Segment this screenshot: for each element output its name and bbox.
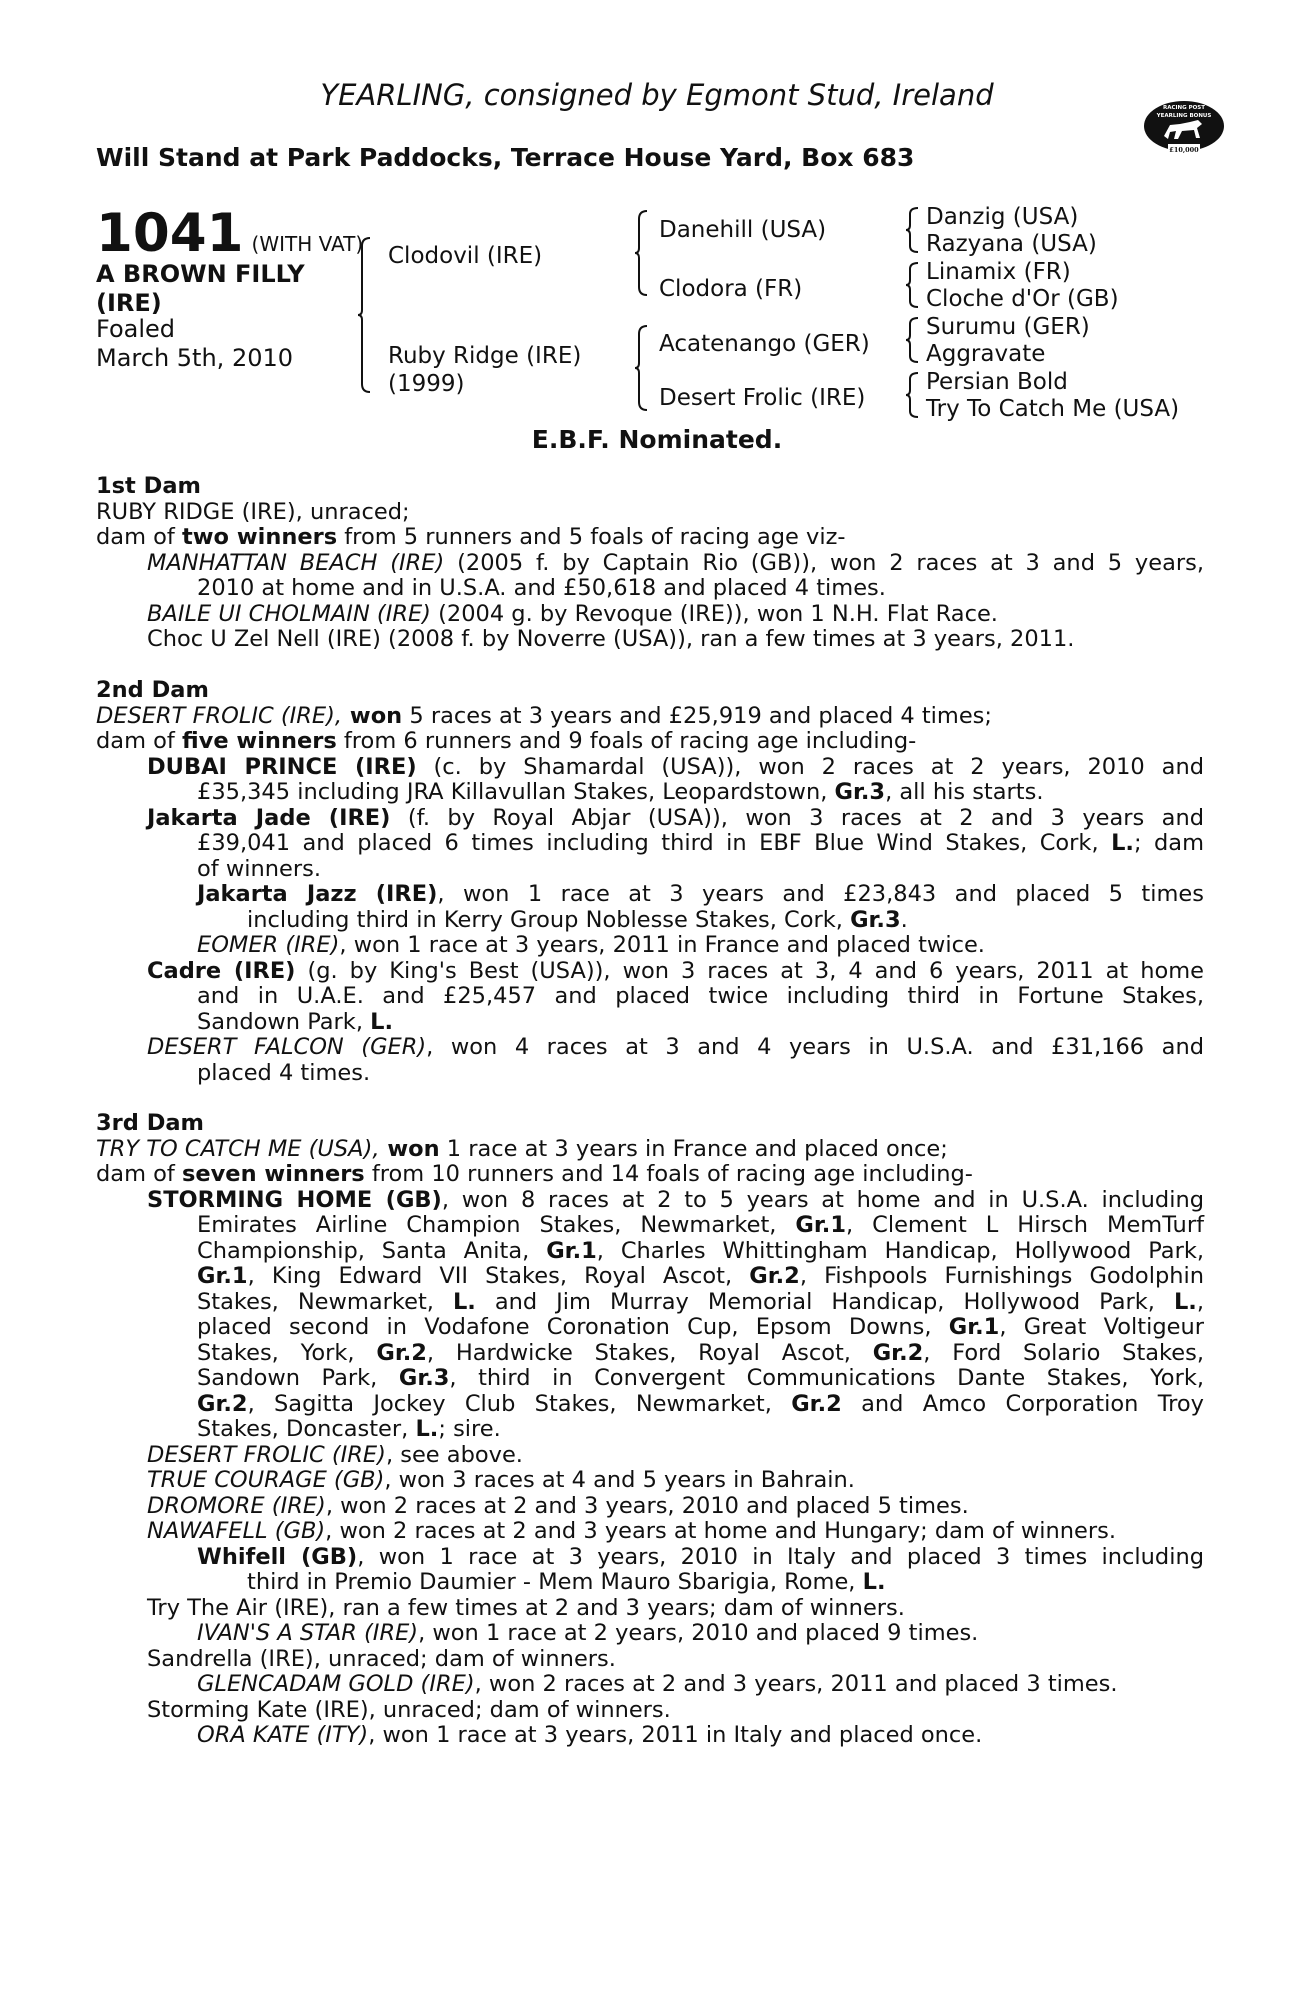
sire-parents-brace xyxy=(635,209,649,297)
yearling-bonus-badge xyxy=(1142,98,1226,156)
progeny-entry-cont: Gr.1, King Edward VII Stakes, Royal Ascot, Gr.2, Fishpools Furnishings Godolphin xyxy=(197,1263,1204,1289)
progeny-entry: DUBAI PRINCE (IRE) (c. by Shamardal (USA)), won 2 races at 2 years, 2010 and xyxy=(147,753,1204,780)
section-heading: 2nd Dam xyxy=(96,677,209,703)
progeny-entry-cont: Stakes, York, Gr.2, Hardwicke Stakes, Royal Ascot, Gr.2, Ford Solario Stakes, xyxy=(197,1339,1205,1366)
ancestor-g8: Try To Catch Me (USA) xyxy=(926,396,1180,422)
progeny-entry: Sandrella (IRE), unraced; dam of winners. xyxy=(147,1645,616,1672)
description-line-2: (IRE) xyxy=(96,289,162,317)
ebf-note: E.B.F. Nominated. xyxy=(531,425,783,454)
badge-bottom-text: £10,000 xyxy=(1169,146,1199,154)
progeny-entry: Jakarta Jade (IRE) (f. by Royal Abjar (USA)), won 3 races at 2 and 3 years and xyxy=(147,804,1204,831)
progeny-entry-cont: placed second in Vodafone Coronation Cup, Epsom Downs, Gr.1, Great Voltigeur xyxy=(197,1314,1204,1340)
progeny-entry-cont: Sandown Park, L. xyxy=(197,1008,394,1035)
progeny-entry-cont: Sandown Park, Gr.3, third in Convergent Communications Dante Stakes, York, xyxy=(197,1365,1204,1391)
sire-dam: Clodora (FR) xyxy=(659,276,803,302)
lot-number: 1041 xyxy=(96,203,244,264)
dam-parents-brace xyxy=(635,324,649,412)
consignment-title: YEARLING, consigned by Egmont Stud, Ireland xyxy=(320,78,994,112)
sire-name: Clodovil (IRE) xyxy=(388,243,543,269)
third-dam-section xyxy=(96,1111,1204,1749)
progeny-entry: Storming Kate (IRE), unraced; dam of winners. xyxy=(147,1696,671,1723)
progeny-entry-cont: Championship, Santa Anita, Gr.1, Charles Whittingham Handicap, Hollywood Park, xyxy=(197,1237,1205,1264)
dam-record: dam of five winners from 6 runners and 9 foals of racing age including- xyxy=(96,728,917,754)
progeny-entry: STORMING HOME (GB), won 8 races at 2 to 5 years at home and in U.S.A. including xyxy=(147,1186,1204,1213)
progeny-entry-cont: Emirates Airline Champion Stakes, Newmarket, Gr.1, Clement L Hirsch MemTurf xyxy=(197,1212,1204,1238)
foaled-date: March 5th, 2010 xyxy=(96,344,294,372)
brace-g1 xyxy=(906,206,920,254)
vat-note: (WITH VAT) xyxy=(251,232,364,256)
progeny-entry: Cadre (IRE) (g. by King's Best (USA)), won 3 races at 3, 4 and 6 years, 2011 at home xyxy=(147,957,1204,984)
progeny-entry-cont: £35,345 including JRA Killavullan Stakes, Leopardstown, Gr.3, all his starts. xyxy=(197,779,1044,805)
stand-location: Will Stand at Park Paddocks, Terrace House Yard, Box 683 xyxy=(96,143,915,172)
ancestor-g6: Aggravate xyxy=(926,341,1046,367)
ancestor-g3: Linamix (FR) xyxy=(926,259,1071,285)
progeny-entry-cont: placed 4 times. xyxy=(197,1059,371,1086)
sire-sire: Danehill (USA) xyxy=(659,217,827,243)
progeny-entry-cont: Gr.2, Sagitta Jockey Club Stakes, Newmarket, Gr.2 and Amco Corporation Troy xyxy=(197,1390,1204,1417)
progeny-entry: NAWAFELL (GB), won 2 races at 2 and 3 years at home and Hungary; dam of winners. xyxy=(147,1518,1116,1544)
grand-progeny-entry: EOMER (IRE), won 1 race at 3 years, 2011 in France and placed twice. xyxy=(197,932,985,958)
description-line-1: A BROWN FILLY xyxy=(96,260,305,288)
dam-line: TRY TO CATCH ME (USA), won 1 race at 3 years in France and placed once; xyxy=(96,1135,948,1162)
dam-record: dam of seven winners from 10 runners and 14 foals of racing age including- xyxy=(96,1161,973,1187)
grand-progeny-entry: Whifell (GB), won 1 race at 3 years, 2010 in Italy and placed 3 times including xyxy=(197,1543,1204,1570)
foaled-label: Foaled xyxy=(96,315,176,343)
ancestor-g1: Danzig (USA) xyxy=(926,204,1079,230)
dam-line: DESERT FROLIC (IRE), won 5 races at 3 years and £25,919 and placed 4 times; xyxy=(96,702,992,729)
ancestor-g2: Razyana (USA) xyxy=(926,231,1097,257)
section-heading: 3rd Dam xyxy=(96,1110,204,1136)
progeny-entry-cont: of winners. xyxy=(197,855,321,882)
dam-name: Ruby Ridge (IRE) xyxy=(388,343,582,369)
progeny-entry-cont: and in U.A.E. and £25,457 and placed twice including third in Fortune Stakes, xyxy=(197,983,1204,1009)
dam-record: dam of two winners from 5 runners and 5 foals of racing age viz- xyxy=(96,524,846,550)
ancestor-g7: Persian Bold xyxy=(926,369,1068,395)
brace-g2 xyxy=(906,261,920,309)
progeny-entry: Try The Air (IRE), ran a few times at 2 and 3 years; dam of winners. xyxy=(147,1594,905,1621)
progeny-entry: Choc U Zel Nell (IRE) (2008 f. by Noverre (USA)), ran a few times at 3 years, 2011. xyxy=(147,626,1075,652)
sire-dam-brace xyxy=(358,236,372,394)
grand-progeny-entry: IVAN'S A STAR (IRE), won 1 race at 2 years, 2010 and placed 9 times. xyxy=(197,1620,979,1646)
grand-progeny-entry-cont: including third in Kerry Group Noblesse Stakes, Cork, Gr.3. xyxy=(247,906,908,933)
lot-description xyxy=(96,260,305,318)
dam-dam: Desert Frolic (IRE) xyxy=(659,385,866,411)
grand-progeny-entry: ORA KATE (ITY), won 1 race at 3 years, 2011 in Italy and placed once. xyxy=(197,1722,983,1748)
progeny-entry-cont: 2010 at home and in U.S.A. and £50,618 and placed 4 times. xyxy=(197,575,886,601)
dam-year: (1999) xyxy=(388,371,465,397)
second-dam-section xyxy=(96,678,1204,1086)
progeny-entry: BAILE UI CHOLMAIN (IRE) (2004 g. by Revoque (IRE)), won 1 N.H. Flat Race. xyxy=(147,600,998,627)
grand-progeny-entry: GLENCADAM GOLD (IRE), won 2 races at 2 and 3 years, 2011 and placed 3 times. xyxy=(197,1671,1118,1697)
progeny-entry: DESERT FROLIC (IRE), see above. xyxy=(147,1441,523,1468)
progeny-entry: MANHATTAN BEACH (IRE) (2005 f. by Captain Rio (GB)), won 2 races at 3 and 5 years, xyxy=(147,549,1204,576)
ancestor-g5: Surumu (GER) xyxy=(926,314,1090,340)
progeny-entry-cont: Stakes, Newmarket, L. and Jim Murray Memorial Handicap, Hollywood Park, L., xyxy=(197,1288,1205,1315)
progeny-entry: TRUE COURAGE (GB), won 3 races at 4 and 5 years in Bahrain. xyxy=(147,1467,855,1493)
brace-g3 xyxy=(906,316,920,364)
badge-middle-text: YEARLING BONUS xyxy=(1156,113,1212,119)
lot-heading xyxy=(96,203,363,264)
first-dam-section xyxy=(96,474,1204,653)
foaled-info xyxy=(96,315,293,373)
progeny-entry-cont: Stakes, Doncaster, L.; sire. xyxy=(197,1416,501,1442)
dam-sire: Acatenango (GER) xyxy=(659,331,870,357)
ancestor-g4: Cloche d'Or (GB) xyxy=(926,286,1119,312)
dam-line: RUBY RIDGE (IRE), unraced; xyxy=(96,498,410,525)
section-heading: 1st Dam xyxy=(96,473,201,499)
progeny-entry: DROMORE (IRE), won 2 races at 2 and 3 years, 2010 and placed 5 times. xyxy=(147,1492,969,1519)
progeny-entry: DESERT FALCON (GER), won 4 races at 3 and 4 years in U.S.A. and £31,166 and xyxy=(147,1034,1204,1060)
grand-progeny-entry: Jakarta Jazz (IRE), won 1 race at 3 years and £23,843 and placed 5 times xyxy=(197,881,1204,907)
progeny-entry-cont: £39,041 and placed 6 times including third in EBF Blue Wind Stakes, Cork, L.; dam xyxy=(197,830,1204,856)
grand-progeny-entry-cont: third in Premio Daumier - Mem Mauro Sbarigia, Rome, L. xyxy=(247,1569,886,1595)
brace-g4 xyxy=(906,371,920,419)
badge-top-text: RACING POST xyxy=(1162,105,1206,111)
